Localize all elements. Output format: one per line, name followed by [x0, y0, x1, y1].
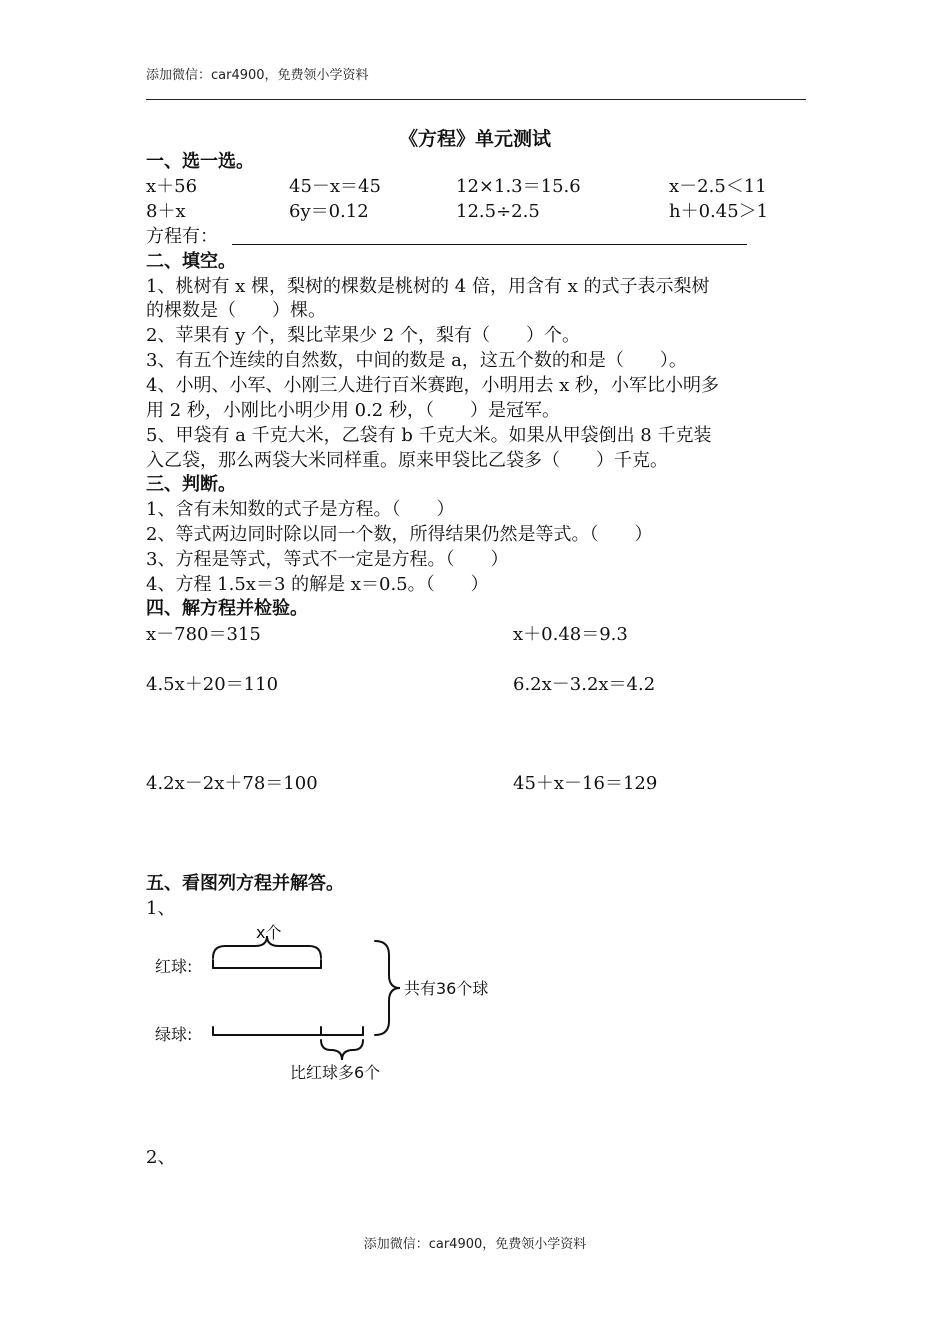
- fill-line: 3、有五个连续的自然数，中间的数是 a，这五个数的和是（ ）。: [146, 350, 687, 371]
- expr-8: h＋0.45＞1: [669, 201, 769, 222]
- equation: 4.2x－2x＋78＝100: [146, 773, 318, 794]
- answer-label: 方程有：: [146, 226, 218, 247]
- total-label: 共有36个球: [404, 979, 489, 998]
- fill-line: 入乙袋，那么两袋大米同样重。原来甲袋比乙袋多（ ）千克。: [146, 450, 668, 471]
- judge-line: 2、等式两边同时除以同一个数，所得结果仍然是等式。（ ）: [146, 524, 653, 545]
- question-1-number: 1、: [146, 898, 176, 919]
- judge-line: 3、方程是等式，等式不一定是方程。（ ）: [146, 549, 509, 570]
- expr-3: 12×1.3＝15.6: [456, 176, 581, 197]
- question-2-number: 2、: [146, 1147, 176, 1168]
- equation: 6.2x－3.2x＝4.2: [513, 674, 656, 695]
- fill-line: 4、小明、小军、小刚三人进行百米赛跑，小明用去 x 秒，小军比小明多: [146, 375, 720, 396]
- section-4-heading: 四、解方程并检验。: [146, 598, 308, 619]
- page-title: 《方程》单元测试: [398, 128, 551, 150]
- judge-line: 4、方程 1.5x＝3 的解是 x＝0.5。（ ）: [146, 574, 489, 595]
- section-3-heading: 三、判断。: [146, 474, 236, 495]
- equation: 4.5x＋20＝110: [146, 674, 279, 695]
- fill-line: 用 2 秒，小刚比小明少用 0.2 秒，（ ）是冠军。: [146, 400, 560, 421]
- expr-2: 45－x＝45: [289, 176, 381, 197]
- page-header: 添加微信：car4900，免费领小学资料: [146, 68, 369, 83]
- total-brace: [375, 941, 400, 1035]
- expr-7: 12.5÷2.5: [456, 201, 540, 222]
- equation: x－780＝315: [146, 624, 261, 645]
- fill-line: 的棵数是（ ）棵。: [146, 300, 326, 321]
- fill-line: 5、甲袋有 a 千克大米，乙袋有 b 千克大米。如果从甲袋倒出 8 千克装: [146, 425, 712, 446]
- fill-line: 1、桃树有 x 棵，梨树的棵数是桃树的 4 倍，用含有 x 的式子表示梨树: [146, 276, 710, 297]
- equation: 45＋x－16＝129: [513, 773, 658, 794]
- section-2-heading: 二、填空。: [146, 251, 236, 272]
- page-footer: 添加微信：car4900，免费领小学资料: [363, 1237, 587, 1252]
- green-ball-label: 绿球:: [155, 1025, 193, 1044]
- fill-line: 2、苹果有 y 个，梨比苹果少 2 个，梨有（ ）个。: [146, 325, 580, 346]
- section-5-heading: 五、看图列方程并解答。: [146, 873, 344, 894]
- bottom-brace: [321, 1040, 363, 1060]
- difference-label: 比红球多6个: [290, 1063, 381, 1082]
- judge-line: 1、含有未知数的式子是方程。（ ）: [146, 499, 455, 520]
- expr-4: x－2.5＜11: [669, 176, 767, 197]
- expr-1: x＋56: [146, 176, 198, 197]
- section-1-heading: 一、选一选。: [146, 151, 254, 172]
- red-ball-label: 红球:: [155, 957, 193, 976]
- expr-6: 6y＝0.12: [289, 201, 369, 222]
- top-brace-label: x个: [256, 923, 282, 942]
- equation: x＋0.48＝9.3: [513, 624, 628, 645]
- expr-5: 8＋x: [146, 201, 186, 222]
